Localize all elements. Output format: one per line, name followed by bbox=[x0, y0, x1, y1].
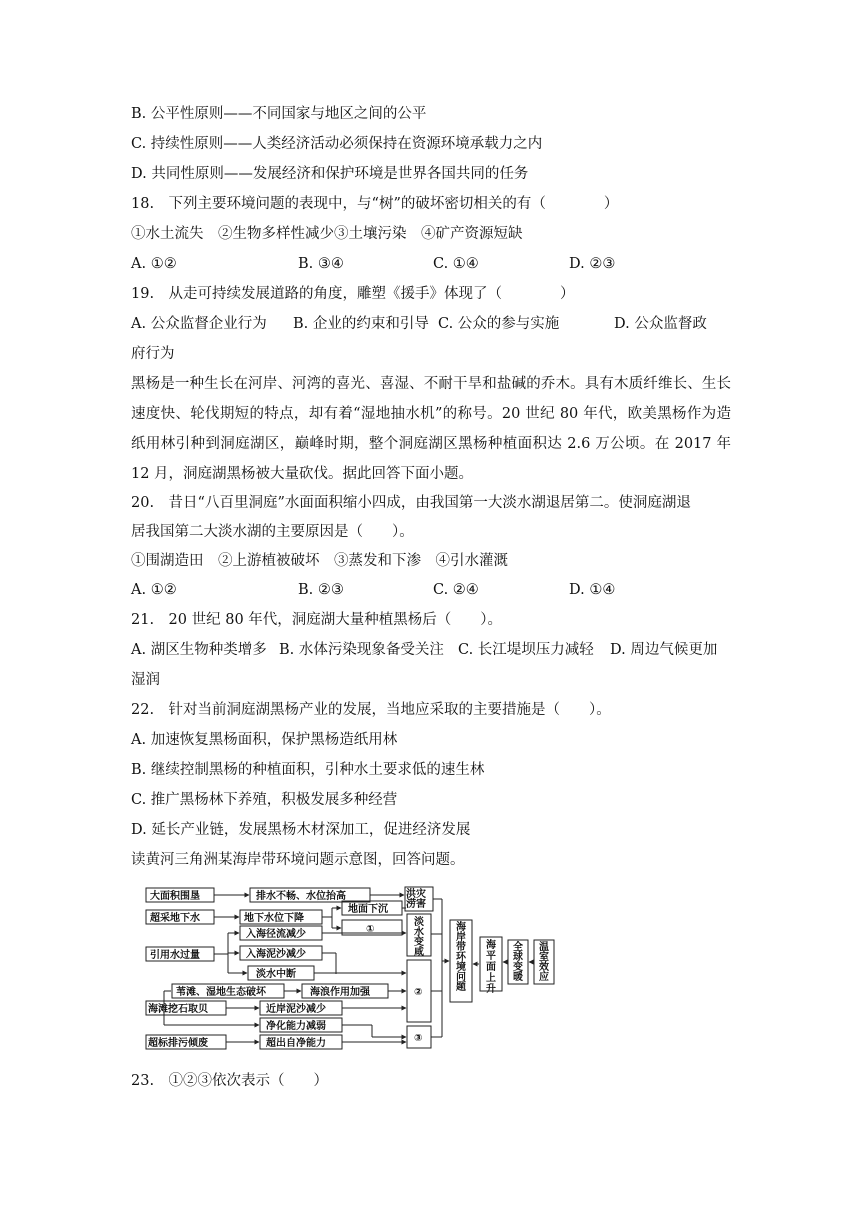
coastal-problem-diagram bbox=[142, 884, 557, 1056]
q22-option-d: D. 延长产业链，发展黑杨木材深加工，促进经济发展 bbox=[131, 822, 471, 838]
q21-option-c: C. 长江堤坝压力减轻 bbox=[458, 642, 594, 658]
q20-stem-line2: 居我国第二大淡水湖的主要原因是（ ）。 bbox=[131, 524, 414, 540]
q21-option-b: B. 水体污染现象备受关注 bbox=[279, 642, 444, 658]
q19-options bbox=[131, 314, 731, 334]
q20-stem-line1: 20. 昔日“八百里洞庭”水面面积缩小四成，由我国第一大淡水湖退居第二。使洞庭湖退 bbox=[131, 495, 691, 511]
label-fresh-salty: 淡水变咸 bbox=[414, 917, 424, 958]
label-disaster: 洪涝灾害 bbox=[406, 889, 426, 910]
q19-option-c: C. 公众的参与实施 bbox=[438, 316, 560, 332]
q21-option-d: D. 周边气候更加 bbox=[610, 642, 718, 658]
q18-options bbox=[131, 254, 731, 274]
label-sediment: 入海泥沙减少 bbox=[246, 949, 306, 960]
label-warming: 全球变暖 bbox=[513, 942, 523, 983]
q21-options bbox=[131, 640, 731, 660]
q18-option-d: D. ②③ bbox=[569, 256, 616, 272]
q18-items: ①水土流失 ②生物多样性减少③土壤污染 ④矿产资源短缺 bbox=[131, 226, 523, 242]
label-circle1: ① bbox=[366, 924, 375, 935]
label-coastal: 海岸带环境问题 bbox=[456, 922, 466, 993]
q17-option-b: B. 公平性原则——不同国家与地区之间的公平 bbox=[131, 106, 427, 122]
q18-option-b: B. ③④ bbox=[298, 256, 344, 272]
q23-stem: 23. ①②③依次表示（ ） bbox=[131, 1073, 329, 1089]
cause-water-use: 引用水过量 bbox=[150, 950, 200, 961]
q19-option-d-continued: 府行为 bbox=[131, 346, 175, 362]
q18-option-a: A. ①② bbox=[131, 256, 177, 272]
q17-option-c: C. 持续性原则——人类经济活动必须保持在资源环境承载力之内 bbox=[131, 136, 543, 152]
q20-options bbox=[131, 580, 731, 600]
vertical-labels bbox=[405, 887, 549, 995]
diagram-intro: 读黄河三角洲某海岸带环境问题示意图，回答问题。 bbox=[131, 852, 465, 868]
cause-groundwater: 超采地下水 bbox=[150, 913, 200, 924]
label-sealevel: 海平面上升 bbox=[486, 940, 496, 995]
q22-option-c: C. 推广黑杨林下养殖，积极发展多种经营 bbox=[131, 792, 398, 808]
q19-stem: 19. 从走可持续发展道路的角度，雕塑《援手》体现了（ ） bbox=[131, 286, 575, 302]
label-circle3: ③ bbox=[414, 1033, 423, 1044]
label-groundwater-drop: 地下水位下降 bbox=[244, 913, 304, 924]
q19-option-b: B. 企业的约束和引导 bbox=[293, 316, 429, 332]
label-greenhouse: 温室效应 bbox=[539, 942, 549, 983]
q20-option-b: B. ②③ bbox=[298, 582, 344, 598]
q17-option-d: D. 共同性原则——发展经济和保护环境是世界各国共同的任务 bbox=[131, 166, 529, 182]
label-wetland: 苇滩、湿地生态破坏 bbox=[176, 987, 266, 998]
q18-option-c: C. ①④ bbox=[433, 256, 479, 272]
q22-stem: 22. 针对当前洞庭湖黑杨产业的发展，当地应采取的主要措施是（ ）。 bbox=[131, 702, 611, 718]
cause-dig-shells: 海滩挖石取贝 bbox=[148, 1004, 208, 1015]
q20-items: ①围湖造田 ②上游植被破坏 ③蒸发和下渗 ④引水灌溉 bbox=[131, 553, 508, 569]
q20-option-d: D. ①④ bbox=[569, 582, 616, 598]
label-runoff: 入海径流减少 bbox=[246, 929, 306, 940]
cause-pollution: 超标排污倾废 bbox=[148, 1038, 208, 1049]
label-drainage: 排水不畅、水位抬高 bbox=[256, 891, 346, 902]
q22-option-b: B. 继续控制黑杨的种植面积，引种水土要求低的速生林 bbox=[131, 762, 485, 778]
label-subsidence: 地面下沉 bbox=[348, 904, 388, 915]
label-circle2: ② bbox=[414, 987, 423, 998]
q19-option-a: A. 公众监督企业行为 bbox=[131, 316, 267, 332]
q22-option-a: A. 加速恢复黑杨面积，保护黑杨造纸用林 bbox=[131, 732, 398, 748]
label-wave: 海浪作用加强 bbox=[310, 987, 370, 998]
q21-stem: 21. 20 世纪 80 年代，洞庭湖大量种植黑杨后（ ）。 bbox=[131, 612, 503, 628]
q19-option-d: D. 公众监督政 bbox=[614, 316, 707, 332]
label-purify: 净化能力减弱 bbox=[266, 1021, 326, 1032]
q20-option-a: A. ①② bbox=[131, 582, 177, 598]
q21-option-d-continued: 湿润 bbox=[131, 672, 160, 688]
q18-stem: 18. 下列主要环境问题的表现中，与“树”的破坏密切相关的有（ ） bbox=[131, 196, 619, 212]
label-nearshore: 近岸泥沙减少 bbox=[266, 1004, 326, 1015]
label-freshwater-cut: 淡水中断 bbox=[256, 969, 296, 980]
label-self-clean: 超出自净能力 bbox=[266, 1038, 326, 1049]
cause-reclaim: 大面积围垦 bbox=[150, 891, 200, 902]
q21-option-a: A. 湖区生物种类增多 bbox=[131, 642, 267, 658]
q20-option-c: C. ②④ bbox=[433, 582, 479, 598]
passage-heiyang: 黑杨是一种生长在河岸、河湾的喜光、喜湿、不耐干旱和盐碱的乔木。具有木质纤维长、生长速度快、轮伐期短的特点，却有着“湿地抽水机”的称号。20 世纪 80 年代，欧美黑杨作为造纸用林引种到洞庭湖区，巅峰时期，整个洞庭湖区黑杨种植面积达 2.6 万公顷。在 2017 年 12 月，洞庭湖黑杨被大量砍伐。据此回答下面小题。 bbox=[131, 376, 731, 482]
